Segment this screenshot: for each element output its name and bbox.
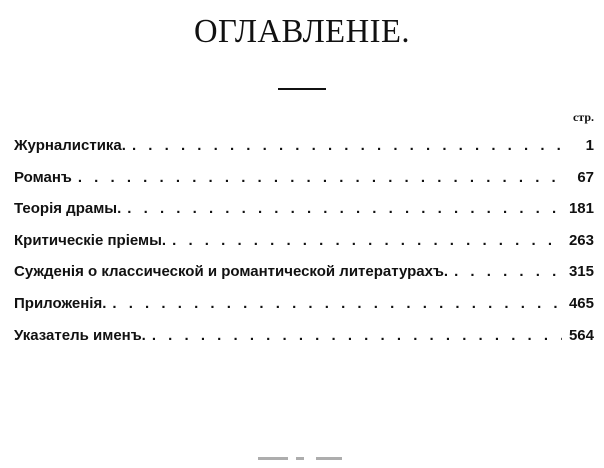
dot-leader xyxy=(454,262,562,282)
dot-leader xyxy=(172,231,562,251)
page-column-label: стр. xyxy=(572,110,594,124)
page-title: ОГЛАВЛЕНІЕ. xyxy=(193,13,411,50)
toc-entry xyxy=(14,262,594,294)
toc-entry-title: Теорія драмы. xyxy=(14,200,122,218)
toc-entry-page: 181 xyxy=(568,200,594,218)
toc-entry-title: Указатель именъ. xyxy=(14,326,146,344)
toc-entry-page: 1 xyxy=(585,137,594,154)
dot-leader xyxy=(127,199,562,219)
dot-leader xyxy=(78,168,562,188)
toc-entry xyxy=(14,326,594,358)
toc-entry-page: 315 xyxy=(568,263,594,281)
toc-entry xyxy=(14,168,594,200)
toc-entry xyxy=(14,294,594,326)
toc-entry-page: 263 xyxy=(568,231,594,249)
toc-entry-page: 67 xyxy=(577,168,594,186)
dot-leader xyxy=(152,326,562,346)
toc-entry-title: Журналистика. xyxy=(14,137,126,154)
toc-entry-title: Сужденія о классической и романтической литературахъ. xyxy=(14,263,449,281)
dot-leader xyxy=(112,294,562,314)
toc-entry-page: 465 xyxy=(568,294,594,312)
toc-entry xyxy=(14,199,594,231)
title-divider xyxy=(278,88,326,90)
page-footer-mark xyxy=(296,457,304,460)
toc-entry-title: Критическіе пріемы. xyxy=(14,231,167,249)
toc-entry xyxy=(14,136,594,168)
page-footer-mark xyxy=(316,457,342,460)
toc-entry-title: Приложенія. xyxy=(14,294,107,312)
toc-entry-page: 564 xyxy=(568,326,594,344)
table-of-contents xyxy=(14,136,594,357)
dot-leader xyxy=(132,136,562,156)
page-footer-mark xyxy=(258,457,288,460)
toc-entry-title: Романъ xyxy=(14,168,72,186)
toc-entry xyxy=(14,231,594,263)
